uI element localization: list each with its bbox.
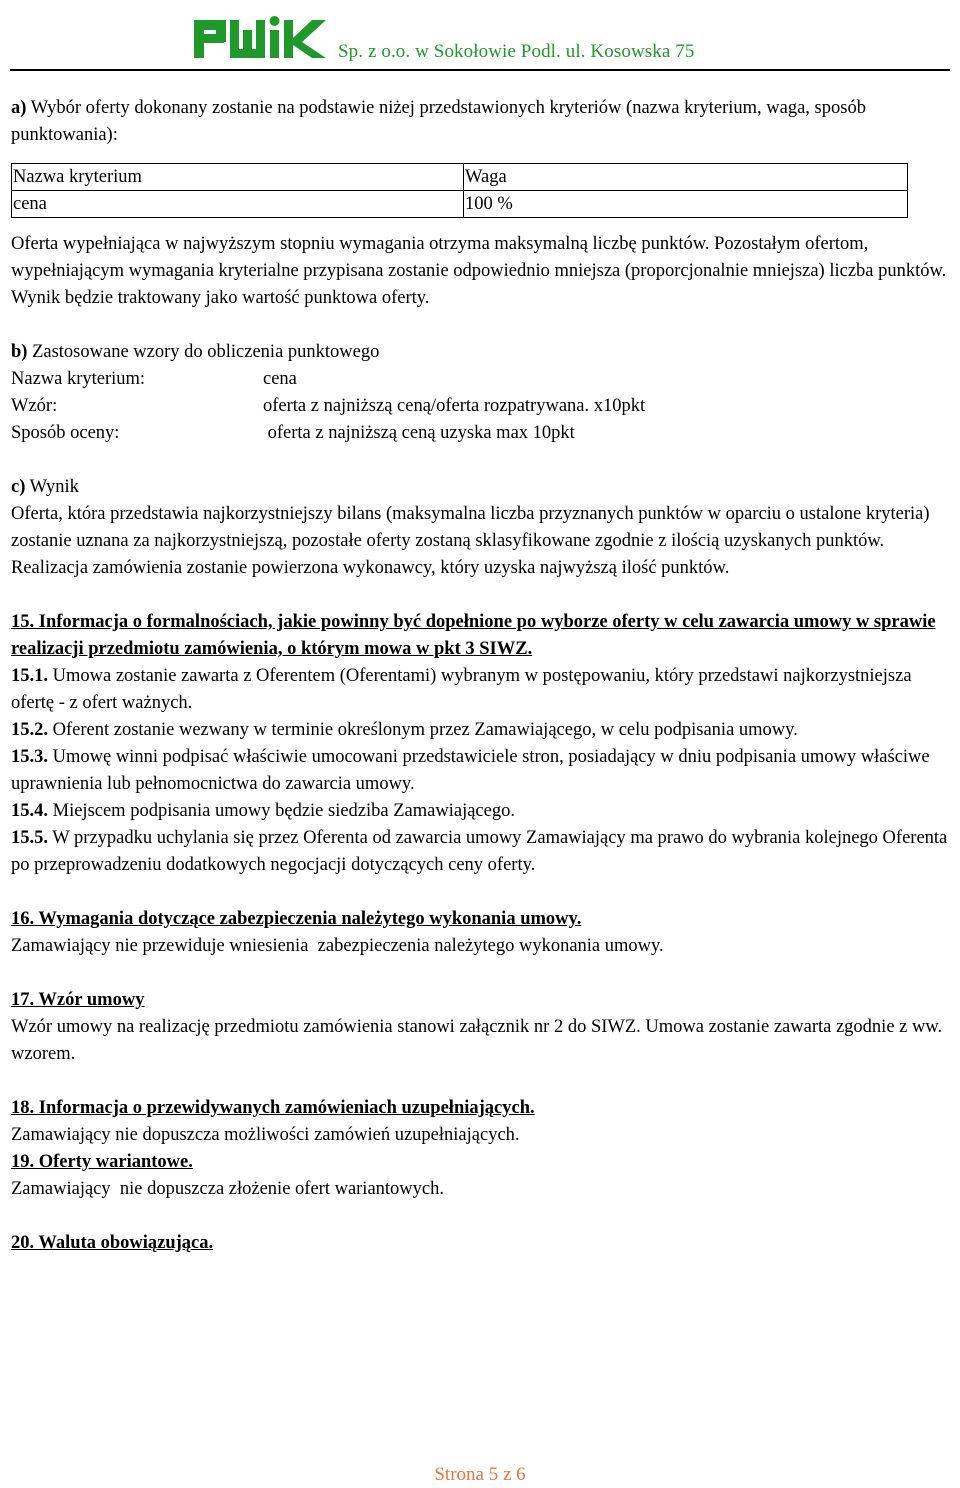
section-a-paragraph: Oferta wypełniająca w najwyższym stopniu wymagania otrzyma maksymalną liczbę punktów. Pozostałym ofertom, wypełniającym wymagania kryterialne przypisana zostanie odpowiednio mniejsza (proporcjonalnie mniejsza) liczba punktów. Wynik będzie traktowany jako wartość punktowa oferty. bbox=[11, 234, 947, 308]
table-header-cell: Waga bbox=[464, 164, 908, 191]
section-b-title-text: Zastosowane wzory do obliczenia punktowego bbox=[27, 342, 380, 362]
item-text: W przypadku uchylania się przez Oferenta od zawarcia umowy Zamawiający ma prawo do wybrania kolejnego Oferenta po przeprowadzeniu dodatkowych negocjacji dotyczących ceny oferty. bbox=[11, 828, 948, 875]
section-a-text: Wybór oferty dokonany zostanie na podstawie niżej przedstawionych kryteriów (nazwa kryterium, waga, sposób punktowania): bbox=[11, 98, 866, 145]
formula-row bbox=[11, 366, 955, 393]
item-number: 15.4. bbox=[11, 801, 48, 821]
section-c-paragraph: Oferta, która przedstawia najkorzystniejszy bilans (maksymalna liczba przyznanych punktów w oparciu o ustalone kryteria) zostanie uznana za najkorzystniejszą, pozostałe oferty zostaną sklasyfikowane zgodnie z ilością uzyskanych punktów. Realizacja zamówienia zostanie powierzona wykonawcy, który uzyska najwyższą ilość punktów. bbox=[11, 504, 930, 578]
section-a-label: a) bbox=[11, 98, 27, 118]
table-row bbox=[12, 191, 908, 218]
page-header bbox=[0, 0, 960, 90]
section-18-heading bbox=[11, 1095, 955, 1122]
company-logo bbox=[194, 12, 334, 62]
document-body bbox=[11, 95, 955, 1257]
formula-value: oferta z najniższą ceną/oferta rozpatrywana. x10pkt bbox=[263, 396, 646, 416]
formula-row bbox=[11, 393, 955, 420]
formula-label: Nazwa kryterium: bbox=[11, 369, 146, 389]
section-16-heading-text: 16. Wymagania dotyczące zabezpieczenia należytego wykonania umowy. bbox=[11, 909, 582, 929]
section-15-heading bbox=[11, 609, 955, 663]
section-15-item bbox=[11, 798, 955, 825]
item-number: 15.1. bbox=[11, 666, 48, 686]
formula-label: Wzór: bbox=[11, 396, 58, 416]
section-16-text: Zamawiający nie przewiduje wniesienia zabezpieczenia należytego wykonania umowy. bbox=[11, 936, 664, 956]
page-number: Strona 5 z 6 bbox=[434, 1464, 526, 1485]
section-20-heading-text: 20. Waluta obowiązująca. bbox=[11, 1233, 214, 1253]
item-number: 15.5. bbox=[11, 828, 48, 848]
section-b-label: b) bbox=[11, 342, 28, 362]
section-17-heading bbox=[11, 987, 955, 1014]
formula-value: oferta z najniższą ceną uzyska max 10pkt bbox=[263, 423, 575, 443]
item-number: 15.3. bbox=[11, 747, 48, 767]
section-a-intro bbox=[11, 95, 955, 149]
table-header-cell: Nazwa kryterium bbox=[12, 164, 464, 191]
section-b-title bbox=[11, 339, 955, 366]
table-cell: 100 % bbox=[464, 191, 908, 218]
section-c-title-text: Wynik bbox=[25, 477, 79, 497]
section-17-heading-text: 17. Wzór umowy bbox=[11, 990, 145, 1010]
section-20-heading bbox=[11, 1230, 955, 1257]
section-16-heading bbox=[11, 906, 955, 933]
header-divider bbox=[10, 69, 950, 71]
item-text: Umowę winni podpisać właściwie umocowani przedstawiciele stron, posiadający w dniu podpisania umowy właściwe uprawnienia lub pełnomocnictwa do zawarcia umowy. bbox=[11, 747, 930, 794]
section-c-title bbox=[11, 474, 955, 501]
formula-value: cena bbox=[263, 369, 297, 389]
section-15-heading-text: 15. Informacja o formalnościach, jakie powinny być dopełnione po wyborze oferty w celu zawarcia umowy w sprawie realizacji przedmiotu zamówienia, o którym mowa w pkt 3 SIWZ. bbox=[11, 612, 936, 659]
section-17-text: Wzór umowy na realizację przedmiotu zamówienia stanowi załącznik nr 2 do SIWZ. Umowa zostanie zawarta zgodnie z ww. wzorem. bbox=[11, 1017, 943, 1064]
section-15-item bbox=[11, 825, 955, 879]
criteria-table bbox=[11, 163, 908, 218]
table-header-row bbox=[12, 164, 908, 191]
formula-label: Sposób oceny: bbox=[11, 423, 120, 443]
section-c-label: c) bbox=[11, 477, 26, 497]
section-15-item bbox=[11, 717, 955, 744]
section-19-heading bbox=[11, 1149, 955, 1176]
section-18-heading-text: 18. Informacja o przewidywanych zamówieniach uzupełniających. bbox=[11, 1098, 535, 1118]
table-cell: cena bbox=[12, 191, 464, 218]
header-company-text: Sp. z o.o. w Sokołowie Podl. ul. Kosowska 75 bbox=[338, 41, 695, 62]
section-18-text: Zamawiający nie dopuszcza możliwości zamówień uzupełniających. bbox=[11, 1125, 520, 1145]
section-15-item bbox=[11, 744, 955, 798]
item-text: Umowa zostanie zawarta z Oferentem (Oferentami) wybranym w postępowaniu, który przedstawi najkorzystniejsza ofertę - z ofert ważnych. bbox=[11, 666, 912, 713]
formula-row bbox=[11, 420, 955, 447]
item-text: Miejscem podpisania umowy będzie siedziba Zamawiającego. bbox=[48, 801, 515, 821]
item-text: Oferent zostanie wezwany w terminie określonym przez Zamawiającego, w celu podpisania umowy. bbox=[48, 720, 798, 740]
item-number: 15.2. bbox=[11, 720, 48, 740]
section-19-text: Zamawiający nie dopuszcza złożenie ofert wariantowych. bbox=[11, 1179, 444, 1199]
section-19-heading-text: 19. Oferty wariantowe. bbox=[11, 1152, 193, 1172]
section-15-item bbox=[11, 663, 955, 717]
